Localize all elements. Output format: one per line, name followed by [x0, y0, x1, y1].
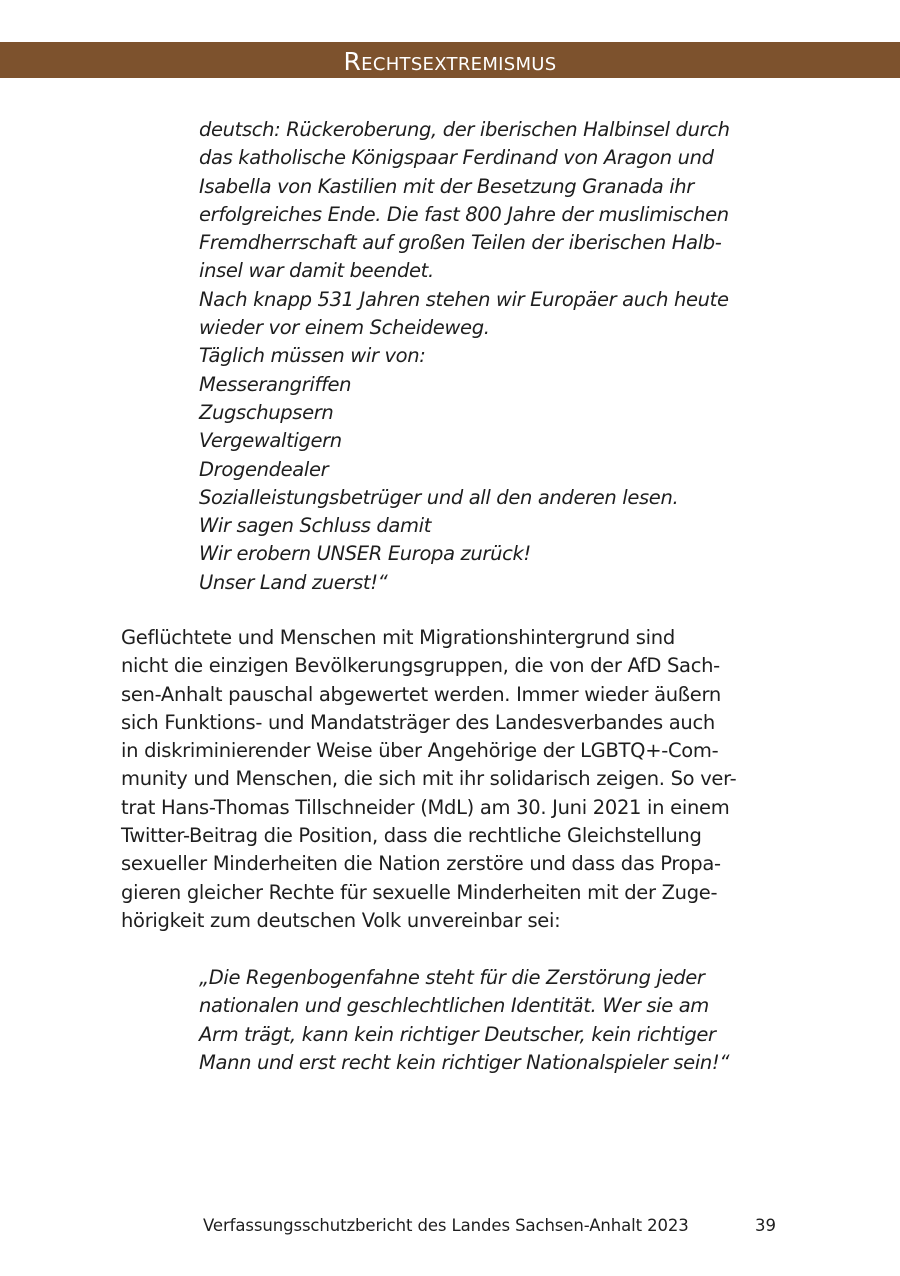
quote-line: Nach knapp 531 Jahren stehen wir Europäer auch heute [199, 287, 729, 311]
paragraph-line: sen-Anhalt pauschal abgewertet werden. Immer wieder äußern [121, 682, 721, 706]
quote-line: Wir erobern UNSER Europa zurück! [199, 542, 531, 566]
paragraph-line: in diskriminierender Weise über Angehörige der LGBTQ+-Com- [121, 739, 719, 763]
quote-line: Mann und erst recht kein richtiger Nationalspieler sein!“ [199, 1050, 730, 1074]
quote-line: insel war damit beendet. [199, 259, 434, 283]
quote-line: Wir sagen Schluss damit [199, 514, 432, 538]
paragraph-line: Twitter-Beitrag die Position, dass die rechtliche Gleichstellung [121, 824, 702, 848]
section-header-bar [0, 42, 900, 78]
page-number: 39 [755, 1216, 776, 1235]
quote-line: Isabella von Kastilien mit der Besetzung Granada ihr [199, 174, 694, 198]
quote-line: „Die Regenbogenfahne steht für die Zerstörung jeder [199, 966, 705, 989]
paragraph-line: Geflüchtete und Menschen mit Migrationshintergrund sind [121, 626, 675, 649]
quote-line: Vergewaltigern [199, 429, 342, 453]
paragraph-line: munity und Menschen, die sich mit ihr solidarisch zeigen. So ver- [121, 767, 737, 791]
quote-line: Unser Land zuerst!“ [199, 570, 388, 594]
footer-publication-title: Verfassungsschutzbericht des Landes Sachsen-Anhalt 2023 [203, 1216, 689, 1235]
paragraph-line: nicht die einzigen Bevölkerungsgruppen, die von der AfD Sach- [121, 654, 720, 678]
paragraph-line: gieren gleicher Rechte für sexuelle Minderheiten mit der Zuge- [121, 880, 718, 904]
paragraph-line: trat Hans-Thomas Tillschneider (MdL) am 30. Juni 2021 in einem [121, 795, 730, 819]
quote-line: wieder vor einem Scheideweg. [199, 316, 490, 340]
quote-block-2 [199, 964, 779, 1077]
quote-line: nationalen und geschlechtlichen Identität. Wer sie am [199, 994, 709, 1018]
quote-line: Zugschupsern [199, 400, 334, 424]
quote-line: Fremdherrschaft auf großen Teilen der iberischen Halb- [199, 231, 722, 255]
quote-line: Sozialleistungsbetrüger und all den anderen lesen. [199, 485, 679, 509]
paragraph-line: sexueller Minderheiten die Nation zerstöre und dass das Propa- [121, 852, 721, 876]
quote-line: deutsch: Rückeroberung, der iberischen Halbinsel durch [199, 118, 730, 141]
quote-line: erfolgreiches Ende. Die fast 800 Jahre der muslimischen [199, 202, 729, 226]
quote-line: Messerangriffen [199, 372, 352, 396]
paragraph-line: sich Funktions- und Mandatsträger des Landesverbandes auch [121, 710, 715, 734]
quote-line: Drogendealer [199, 457, 329, 481]
section-title: Rechtsextremismus [343, 47, 557, 76]
paragraph-line: hörigkeit zum deutschen Volk unvereinbar sei: [121, 908, 561, 932]
quote-line: das katholische Königspaar Ferdinand von Aragon und [199, 146, 714, 170]
quote-line: Arm trägt, kann kein richtiger Deutscher, kein richtiger [199, 1022, 716, 1046]
body-paragraph [121, 624, 781, 935]
quote-line: Täglich müssen wir von: [199, 344, 426, 368]
quote-block-1 [199, 116, 779, 597]
